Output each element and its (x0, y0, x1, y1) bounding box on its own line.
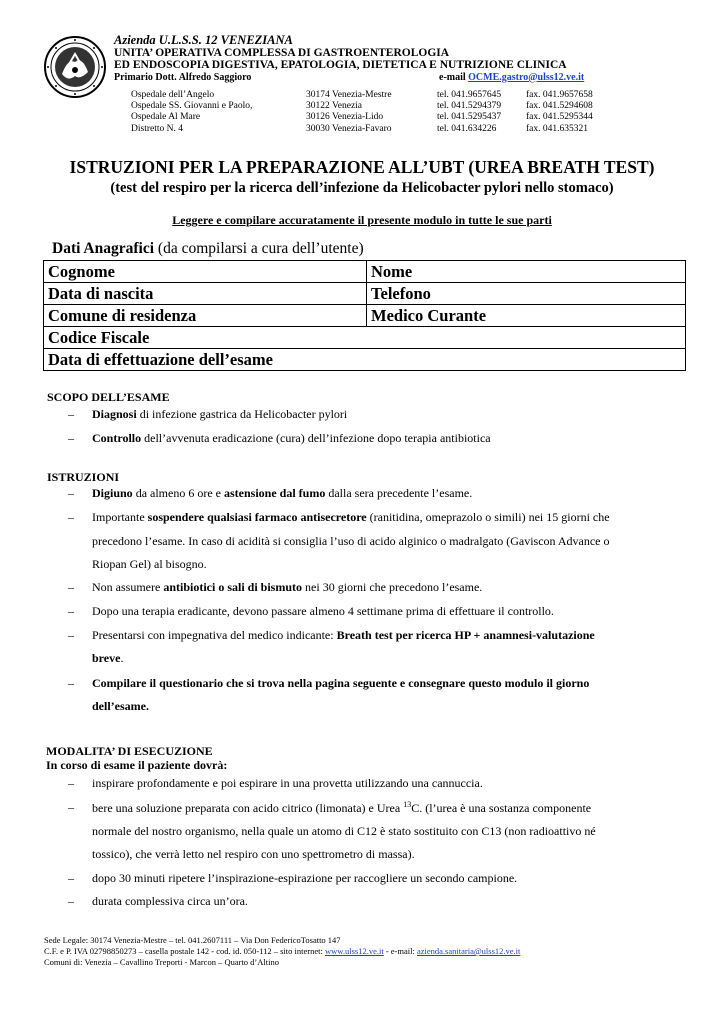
list-item: dopo 30 minuti ripetere l’inspirazione-espirazione per raccogliere un secondo campione. (92, 871, 518, 885)
modalita-heading: MODALITA’ DI ESECUZIONE (46, 744, 213, 758)
istruzioni-heading: ISTRUZIONI (47, 470, 120, 484)
footer-email-link[interactable]: azienda.sanitaria@ulss12.ve.it (416, 946, 521, 956)
list-item: Importante sospendere qualsiasi farmaco antisecretore (ranitidina, omeprazolo o simili) nei 15 giorni che (92, 510, 610, 524)
field-nome[interactable]: Nome (367, 261, 686, 283)
list-item-continuation: tossico), che verrà letto nel respiro con uno spettrometro di massa). (92, 847, 415, 861)
field-medico[interactable]: Medico Curante (367, 305, 686, 327)
site-row: Ospedale Al Mare 30126 Venezia-Lido tel. 041.5295437 fax. 041.5295344 (131, 112, 593, 123)
primario: Primario Dott. Alfredo Saggioro (114, 71, 252, 83)
list-item-continuation: Riopan Gel) al bisogno. (92, 557, 207, 571)
list-item: Non assumere antibiotici o sali di bismuto nei 30 giorni che precedono l’esame. (92, 580, 483, 594)
list-item: Digiuno da almeno 6 ore e astensione dal fumo dalla sera precedente l’esame. (92, 486, 473, 500)
primario-row (114, 72, 614, 84)
list-dash: – (68, 800, 74, 814)
letterhead (114, 34, 614, 84)
site-row: Distretto N. 4 30030 Venezia-Favaro tel. 041.634226 fax. 041.635321 (131, 123, 589, 134)
document-title: ISTRUZIONI PER LA PREPARAZIONE ALL’UBT (UREA BREATH TEST) (69, 157, 655, 177)
list-item-continuation: precedono l’esame. In caso di acidità si consiglia l’uso di acido alginico o madralgato (Gaviscon Advance o (92, 534, 610, 548)
site-row: Ospedale dell’Angelo 30174 Venezia-Mestre tel. 041.9657645 fax. 041.9657658 (131, 90, 593, 100)
footer-site-link[interactable]: www.ulss12.ve.it (324, 946, 384, 956)
list-dash: – (68, 676, 74, 690)
header-email: e-mail OCME.gastro@ulss12.ve.it (439, 71, 585, 83)
list-item: Diagnosi di infezione gastrica da Helicobacter pylori (92, 407, 348, 421)
list-item: bere una soluzione preparata con acido citrico (limonata) e Urea $^{13}$C. (l’urea è una sostanza componente (92, 800, 592, 815)
site-row: Ospedale SS. Giovanni e Paolo, 30122 Venezia tel. 041.5294379 fax. 041.5294608 (131, 101, 593, 112)
anagrafica-form (43, 260, 686, 371)
page-footer (44, 935, 520, 968)
list-item: Dopo una terapia eradicante, devono passare almeno 4 settimane prima di effettuare il controllo. (92, 604, 554, 618)
scopo-heading: SCOPO DELL’ESAME (47, 390, 170, 404)
field-cognome[interactable]: Cognome (44, 261, 367, 283)
list-item: inspirare profondamente e poi espirare in una provetta utilizzando una cannuccia. (92, 776, 483, 790)
list-item-continuation: dell’esame. (92, 699, 149, 713)
list-dash: – (68, 604, 74, 618)
list-dash: – (68, 894, 74, 908)
list-item: durata complessiva circa un’ora. (92, 894, 248, 908)
fill-notice: Leggere e compilare accuratamente il presente modulo in tutte le sue parti (172, 213, 552, 227)
footer-line-2: C.F. e P. IVA 02798850273 – casella postale 142 - cod. id. 050-112 – sito internet: www.ulss12.ve.it - e-mail: azienda.sanitaria@ulss12.ve.it (44, 946, 521, 956)
list-item: Controllo dell’avvenuta eradicazione (cura) dell’infezione dopo terapia antibiotica (92, 431, 491, 445)
anagrafica-heading: Dati Anagrafici (da compilarsi a cura dell’utente) (52, 240, 364, 257)
list-item-continuation: breve. (92, 651, 124, 665)
azienda-name: Azienda U.L.S.S. 12 VENEZIANA (114, 33, 293, 47)
list-dash: – (68, 431, 74, 445)
list-dash: – (68, 407, 74, 421)
list-item: Presentarsi con impegnativa del medico indicante: Breath test per ricerca HP + anamnesi-valutazione (92, 628, 595, 642)
document-subtitle: (test del respiro per la ricerca dell’infezione da Helicobacter pylori nello stomaco) (110, 180, 614, 196)
list-dash: – (68, 628, 74, 642)
footer-line-3: Comuni di: Venezia – Cavallino Treporti - Marcon – Quarto d’Altino (44, 957, 279, 967)
modalita-subheading: In corso di esame il paziente dovrà: (46, 758, 228, 772)
list-dash: – (68, 580, 74, 594)
list-dash: – (68, 510, 74, 524)
unit-line-1: UNITA’ OPERATIVA COMPLESSA DI GASTROENTEROLOGIA (114, 46, 450, 59)
field-comune[interactable]: Comune di residenza (44, 305, 367, 327)
ulss-seal-logo (44, 36, 106, 98)
footer-line-1: Sede Legale: 30174 Venezia-Mestre – tel. 041.2607111 – Via Don FedericoTosatto 147 (44, 935, 341, 945)
field-telefono[interactable]: Telefono (367, 283, 686, 305)
field-data-nascita[interactable]: Data di nascita (44, 283, 367, 305)
list-dash: – (68, 486, 74, 500)
list-item-continuation: normale del nostro organismo, nella quale un atomo di C12 è stato sostituito con C13 (non radioattivo né (92, 824, 596, 838)
list-dash: – (68, 871, 74, 885)
field-codice-fiscale[interactable]: Codice Fiscale (44, 327, 686, 349)
list-item: Compilare il questionario che si trova nella pagina seguente e consegnare questo modulo il giorno (92, 676, 590, 690)
field-data-esame[interactable]: Data di effettuazione dell’esame (44, 349, 686, 371)
header-email-link[interactable]: OCME.gastro@ulss12.ve.it (468, 71, 585, 83)
sites-list (131, 90, 631, 135)
unit-line-2: ED ENDOSCOPIA DIGESTIVA, EPATOLOGIA, DIETETICA E NUTRIZIONE CLINICA (114, 59, 567, 71)
list-dash: – (68, 776, 74, 790)
